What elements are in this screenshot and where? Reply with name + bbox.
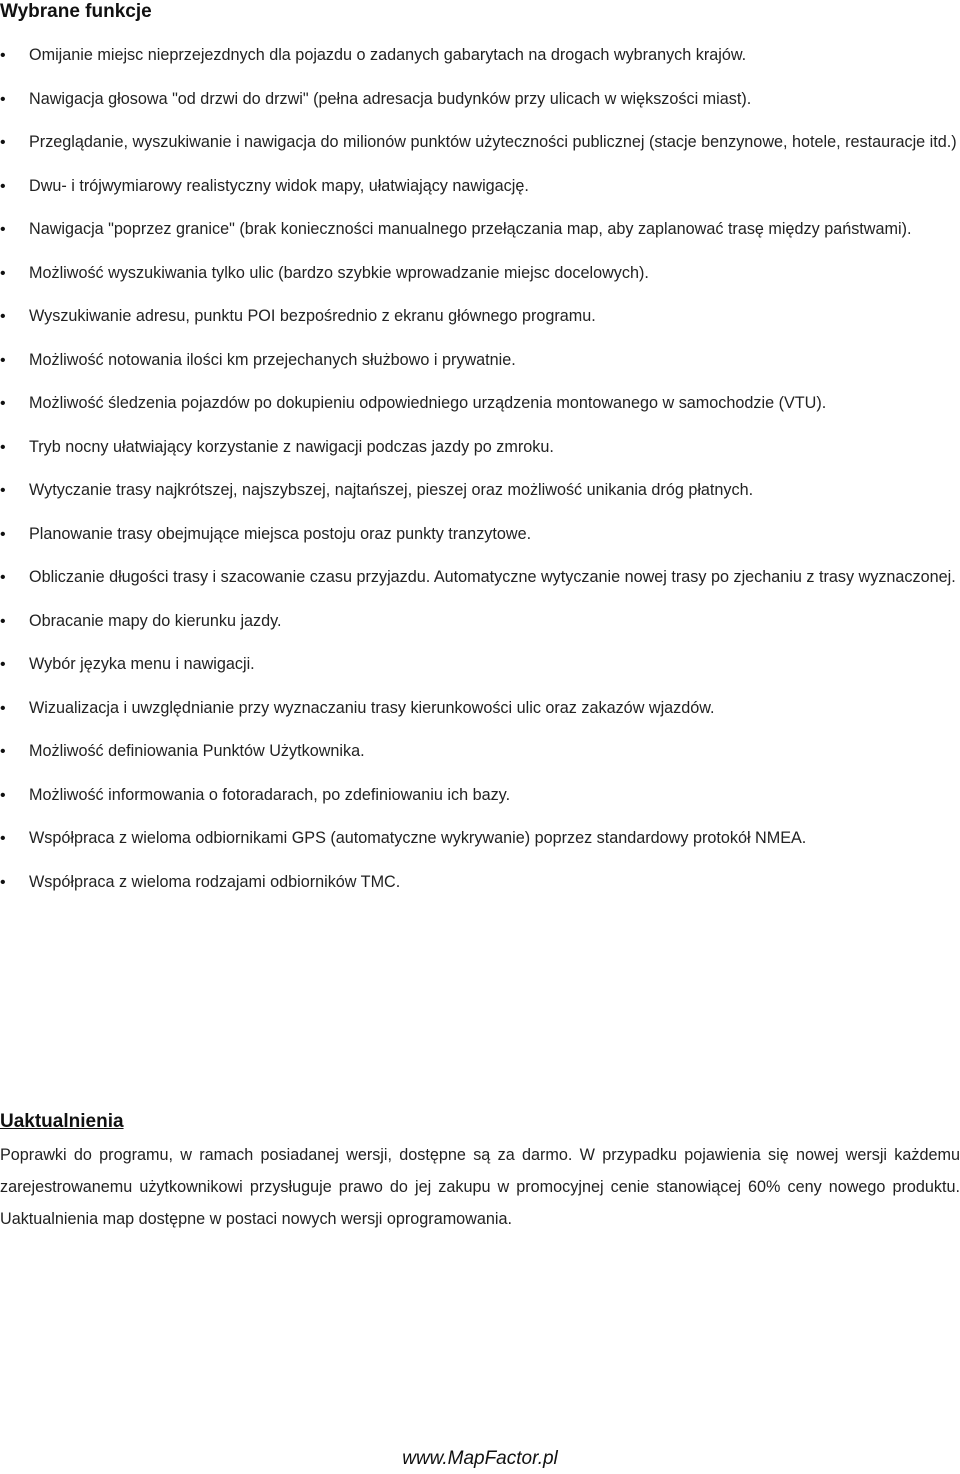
- feature-text: Nawigacja "poprzez granice" (brak konieczności manualnego przełączania map, aby zaplanować trasę między państwami).: [29, 220, 912, 238]
- feature-text: Omijanie miejsc nieprzejezdnych dla pojazdu o zadanych gabarytach na drogach wybranych krajów.: [29, 46, 747, 64]
- feature-text: Możliwość notowania ilości km przejechanych służbowo i prywatnie.: [29, 350, 516, 369]
- feature-item: [0, 519, 960, 550]
- bullet-icon: •: [0, 221, 6, 238]
- feature-text: Przeglądanie, wyszukiwanie i nawigacja do milionów punktów użyteczności publicznej (stacje benzynowe, hotele, restauracje itd.): [29, 133, 957, 151]
- feature-text: Wizualizacja i uwzględnianie przy wyznaczaniu trasy kierunkowości ulic oraz zakazów wjazdów.: [29, 698, 715, 717]
- feature-text: Możliwość informowania o fotoradarach, po zdefiniowaniu ich bazy.: [29, 785, 511, 804]
- bullet-icon: •: [0, 743, 6, 760]
- feature-item: [0, 475, 960, 506]
- feature-item: [0, 432, 960, 463]
- feature-text: Obliczanie długości trasy i szacowanie czasu przyjazdu. Automatyczne wytyczanie nowej trasy po zjechaniu z trasy wyznaczonej.: [29, 568, 956, 586]
- feature-text: Nawigacja głosowa "od drzwi do drzwi" (pełna adresacja budynków przy ulicach w większości miast).: [29, 89, 752, 108]
- feature-item: [0, 736, 960, 767]
- feature-text: Możliwość śledzenia pojazdów po dokupieniu odpowiedniego urządzenia montowanego w samochodzie (VTU).: [29, 394, 827, 412]
- bullet-icon: •: [0, 482, 6, 499]
- feature-item: [0, 823, 960, 854]
- feature-item: [0, 301, 960, 332]
- bullet-icon: •: [0, 656, 6, 673]
- feature-text: Dwu- i trójwymiarowy realistyczny widok mapy, ułatwiający nawigację.: [29, 176, 529, 195]
- feature-item: [0, 693, 960, 724]
- feature-item: [0, 606, 960, 637]
- feature-item: [0, 127, 960, 158]
- bullet-icon: •: [0, 786, 6, 804]
- feature-item: [0, 867, 960, 898]
- bullet-icon: •: [0, 177, 6, 195]
- feature-text: Wytyczanie trasy najkrótszej, najszybszej, najtańszej, pieszej oraz możliwość unikania dróg płatnych.: [29, 481, 754, 499]
- features-heading: Wybrane funkcje: [0, 1, 152, 22]
- bullet-icon: •: [0, 47, 6, 64]
- feature-text: Planowanie trasy obejmujące miejsca postoju oraz punkty tranzytowe.: [29, 524, 532, 543]
- bullet-icon: •: [0, 525, 6, 543]
- bullet-icon: •: [0, 351, 6, 369]
- bullet-icon: •: [0, 134, 6, 151]
- feature-text: Wybór języka menu i nawigacji.: [29, 655, 255, 673]
- bullet-icon: •: [0, 395, 6, 412]
- feature-text: Możliwość definiowania Punktów Użytkownika.: [29, 742, 365, 760]
- features-list: [0, 40, 960, 910]
- footer-url: www.MapFactor.pl: [402, 1448, 558, 1469]
- feature-text: Wyszukiwanie adresu, punktu POI bezpośrednio z ekranu głównego programu.: [29, 307, 596, 325]
- feature-text: Współpraca z wieloma rodzajami odbiorników TMC.: [29, 872, 401, 891]
- feature-item: [0, 388, 960, 419]
- feature-text: Współpraca z wieloma odbiornikami GPS (automatyczne wykrywanie) poprzez standardowy protokół NMEA.: [29, 829, 807, 847]
- feature-item: [0, 649, 960, 680]
- feature-text: Tryb nocny ułatwiający korzystanie z nawigacji podczas jazdy po zmroku.: [29, 437, 554, 456]
- feature-text: Możliwość wyszukiwania tylko ulic (bardzo szybkie wprowadzanie miejsc docelowych).: [29, 263, 649, 282]
- feature-item: [0, 84, 960, 115]
- bullet-icon: •: [0, 873, 6, 891]
- bullet-icon: •: [0, 612, 6, 630]
- feature-item: [0, 171, 960, 202]
- feature-item: [0, 562, 960, 593]
- bullet-icon: •: [0, 308, 6, 325]
- bullet-icon: •: [0, 90, 6, 108]
- feature-item: [0, 40, 960, 71]
- feature-text: Obracanie mapy do kierunku jazdy.: [29, 611, 282, 630]
- feature-item: [0, 214, 960, 245]
- updates-paragraph: Poprawki do programu, w ramach posiadanej wersji, dostępne są za darmo. W przypadku pojawienia się nowej wersji każdemu zarejestrowanemu użytkownikowi przysługuje prawo do jej zakupu w promocyjnej cenie stanowiącej 60% ceny nowego produktu. Uaktualnienia map dostępne w postaci nowych wersji oprogramowania.: [0, 1146, 960, 1228]
- feature-item: [0, 780, 960, 811]
- bullet-icon: •: [0, 830, 6, 847]
- bullet-icon: •: [0, 699, 6, 717]
- bullet-icon: •: [0, 569, 6, 586]
- feature-item: [0, 258, 960, 289]
- updates-heading: Uaktualnienia: [0, 1111, 124, 1132]
- bullet-icon: •: [0, 438, 6, 456]
- bullet-icon: •: [0, 264, 6, 282]
- feature-item: [0, 345, 960, 376]
